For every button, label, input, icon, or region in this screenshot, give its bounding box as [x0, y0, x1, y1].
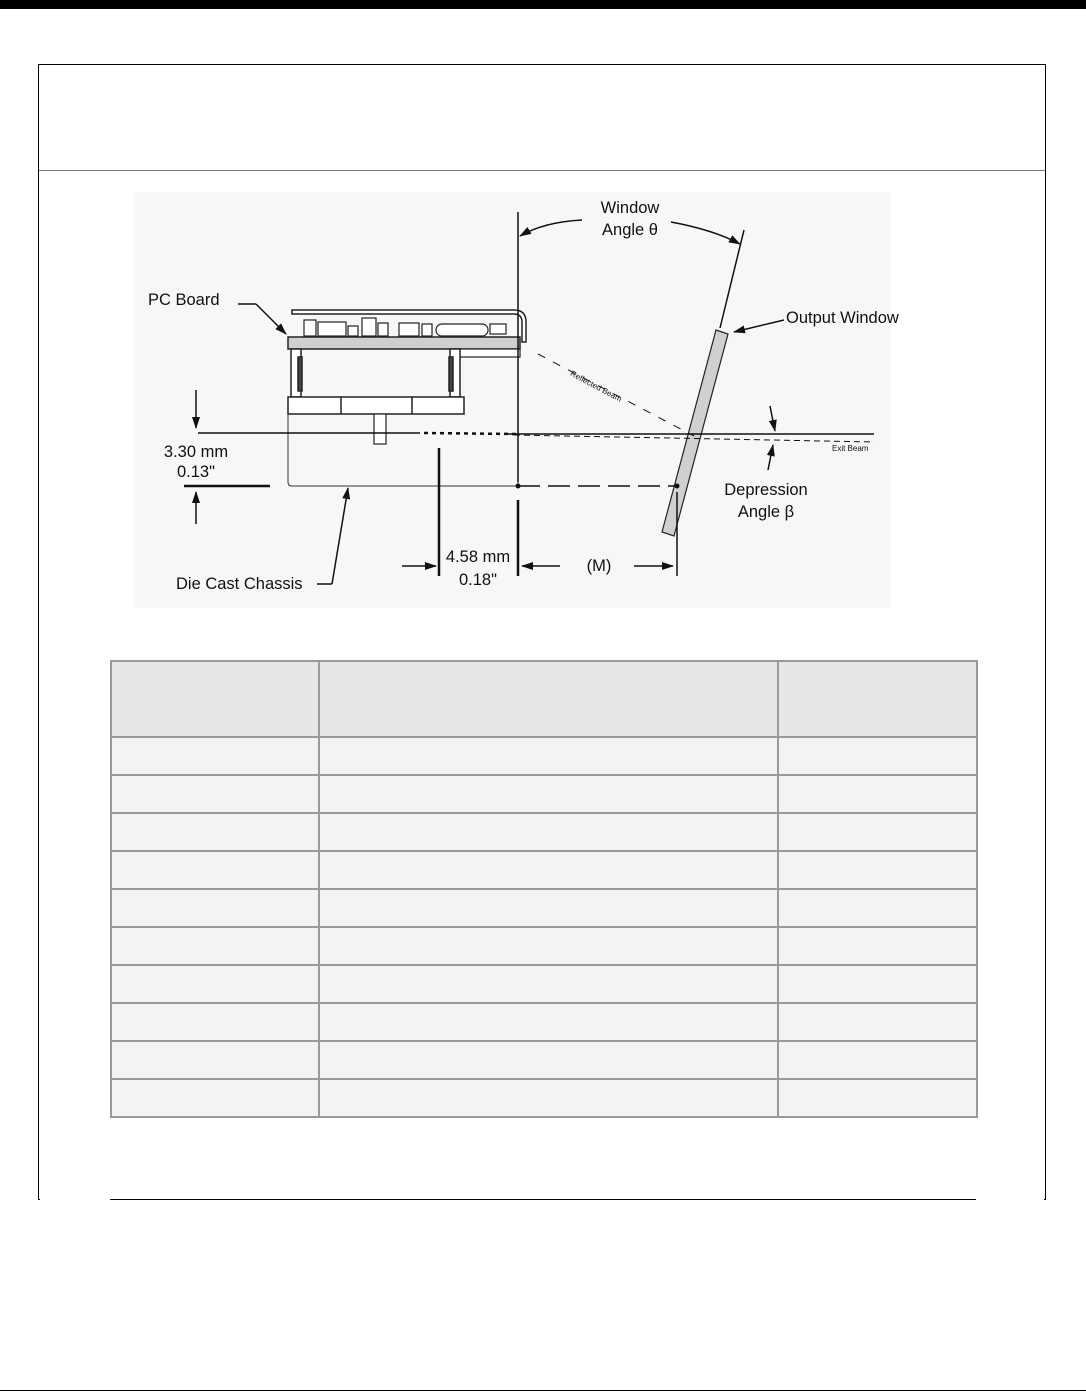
base-point-engine [516, 484, 521, 489]
table-header-row [111, 661, 977, 737]
top-rule [0, 0, 1086, 9]
table-row [111, 813, 977, 851]
frame-bottom-gap-left [40, 1199, 110, 1202]
table-cell [111, 775, 319, 813]
table-cell [778, 927, 977, 965]
laser-beam-line [424, 433, 516, 434]
table-cell [111, 851, 319, 889]
laser-diode [374, 414, 386, 444]
board-components [304, 318, 506, 336]
window-angle-arrow-left [520, 220, 582, 236]
pc-board-label: PC Board [148, 291, 220, 309]
table-row [111, 1003, 977, 1041]
horizontal-offset-in-label: 0.18" [459, 571, 497, 589]
base-point-window [675, 484, 680, 489]
exit-beam-label: Exit Beam [832, 444, 869, 453]
table-cell [111, 927, 319, 965]
die-cast-chassis-outline [288, 414, 518, 486]
table-cell [319, 737, 778, 775]
pc-board-leader-arrow [256, 304, 286, 334]
depression-angle-label-2: Angle β [737, 503, 795, 521]
die-cast-chassis-label: Die Cast Chassis [176, 575, 303, 593]
table-cell [778, 737, 977, 775]
frame-bottom-gap-right [976, 1199, 1044, 1202]
table-cell [778, 775, 977, 813]
table-row [111, 1041, 977, 1079]
table-cell [319, 775, 778, 813]
table-row [111, 737, 977, 775]
table-cell [778, 1041, 977, 1079]
table-cell [319, 851, 778, 889]
window-angle-arrow-right [671, 222, 740, 244]
table-cell [319, 1003, 778, 1041]
table-cell [319, 1041, 778, 1079]
table-cell [319, 813, 778, 851]
table-cell [111, 813, 319, 851]
table-row [111, 1079, 977, 1117]
table-header-cell [319, 661, 778, 737]
table-cell [319, 1079, 778, 1117]
vertical-offset-mm-label: 3.30 mm [163, 443, 229, 461]
depression-arrow-top [770, 406, 775, 431]
table-cell [319, 889, 778, 927]
output-window-leader [734, 320, 784, 332]
table-cell [778, 851, 977, 889]
table-cell [778, 1079, 977, 1117]
chassis-posts [291, 349, 460, 397]
table-cell [111, 1041, 319, 1079]
depression-angle-label-1: Depression [724, 481, 808, 499]
vertical-offset-in-label: 0.13" [177, 463, 215, 481]
distance-m-label: (M) [586, 557, 612, 575]
scan-engine-mounting-diagram [134, 192, 899, 608]
table-row [111, 851, 977, 889]
reflected-beam-label: Reflected Beam [568, 369, 624, 404]
table-header-cell [778, 661, 977, 737]
table-header-cell [111, 661, 319, 737]
table-cell [319, 927, 778, 965]
chassis-base-block [288, 397, 464, 414]
table-row [111, 927, 977, 965]
table-cell [778, 813, 977, 851]
bottom-rule [0, 1390, 1086, 1391]
spec-table [110, 660, 978, 1118]
table-cell [111, 737, 319, 775]
board-connector [456, 349, 520, 357]
table-cell [319, 965, 778, 1003]
chassis-leader-arrow [332, 488, 348, 584]
table-cell [111, 965, 319, 1003]
window-angle-reference-line [720, 230, 744, 328]
table-row [111, 775, 977, 813]
table-row [111, 889, 977, 927]
window-angle-label-1: Window [600, 199, 660, 217]
table-cell [111, 1079, 319, 1117]
horizontal-offset-mm-label: 4.58 mm [445, 548, 511, 566]
table-cell [778, 889, 977, 927]
table-cell [111, 889, 319, 927]
table-cell [778, 1003, 977, 1041]
window-angle-label-2: Angle θ [602, 221, 658, 239]
depression-arrow-bottom [768, 445, 773, 470]
frame-header-divider [39, 170, 1045, 171]
output-window-label: Output Window [786, 309, 899, 327]
pc-board [288, 337, 520, 349]
table-cell [111, 1003, 319, 1041]
table-cell [778, 965, 977, 1003]
diagram-drawing [134, 192, 891, 608]
table-row [111, 965, 977, 1003]
